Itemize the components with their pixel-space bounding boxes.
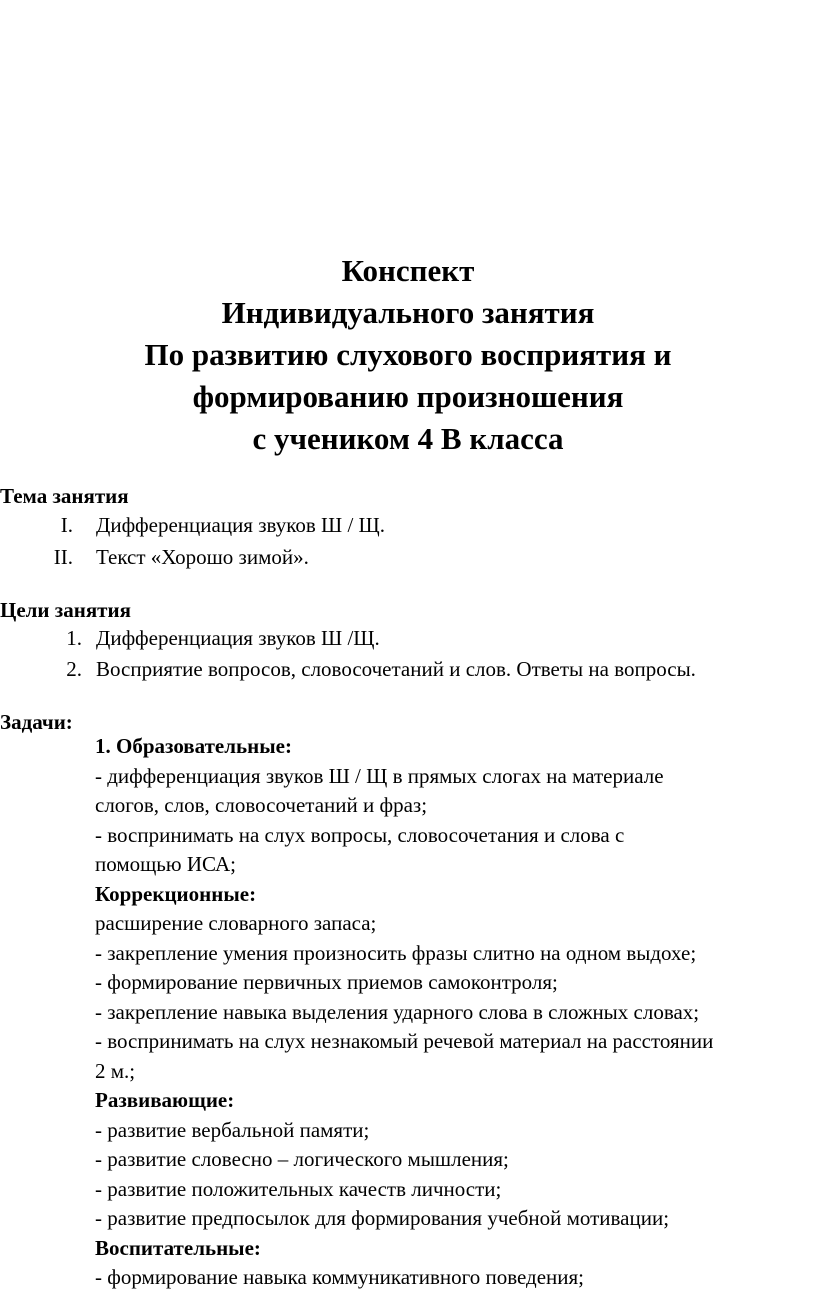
list-item-text: Восприятие вопросов, словосочетаний и слов. Ответы на вопросы. [96, 657, 696, 681]
task-line: - формирование навыка коммуникативного поведения; [95, 1265, 585, 1289]
title-line: Индивидуального занятия [221, 295, 595, 330]
educational-heading: 1. Образовательные: [95, 734, 292, 758]
task-line: слогов, слов, словосочетаний и фраз; [95, 793, 428, 817]
list-marker: 2. [66, 657, 82, 681]
title-line: формированию произношения [192, 379, 624, 414]
task-line: - воспринимать на слух вопросы, словосочетания и слова с [95, 822, 625, 847]
task-line: - формирование первичных приемов самоконтроля; [95, 970, 558, 994]
task-line: 2 м.; [95, 1058, 136, 1083]
task-line: расширение словарного запаса; [95, 911, 377, 935]
list-marker: 1. [66, 626, 82, 650]
document-title [0, 250, 816, 460]
task-line: - воспринимать на слух незнакомый речевой материал на расстоянии [95, 1029, 714, 1053]
task-line: - закрепление навыка выделения ударного слова в сложных словах; [95, 999, 700, 1024]
list-item-text: Текст «Хорошо зимой». [96, 545, 309, 569]
developing-heading: Развивающие: [95, 1088, 235, 1112]
task-line: - развитие вербальной памяти; [95, 1117, 370, 1142]
list-item-text: Дифференциация звуков Ш / Щ. [96, 513, 385, 537]
title-line: с учеником 4 В класса [252, 421, 564, 456]
tasks-body [95, 732, 816, 1293]
title-line: Конспект [341, 253, 475, 288]
task-line: - развитие положительных качеств личности; [95, 1176, 502, 1201]
list-item-text: Дифференциация звуков Ш /Щ. [96, 626, 380, 650]
task-line: помощью ИСА; [95, 852, 236, 876]
tasks-heading: Задачи: [0, 710, 73, 734]
goals-heading: Цели занятия [0, 598, 131, 622]
task-line: - развитие словесно – логического мышления; [95, 1147, 509, 1171]
task-line: - развитие предпосылок для формирования учебной мотивации; [95, 1206, 670, 1230]
list-marker: I. [60, 513, 73, 537]
correctional-heading: Коррекционные: [95, 881, 257, 906]
topic-heading: Тема занятия [0, 484, 129, 508]
task-line: - закрепление умения произносить фразы слитно на одном выдохе; [95, 940, 697, 965]
task-line: - дифференциация звуков Ш / Щ в прямых слогах на материале [95, 763, 664, 788]
title-line: По развитию слухового восприятия и [144, 337, 672, 372]
upbringing-heading: Воспитательные: [95, 1235, 261, 1260]
list-marker: II. [53, 545, 73, 569]
